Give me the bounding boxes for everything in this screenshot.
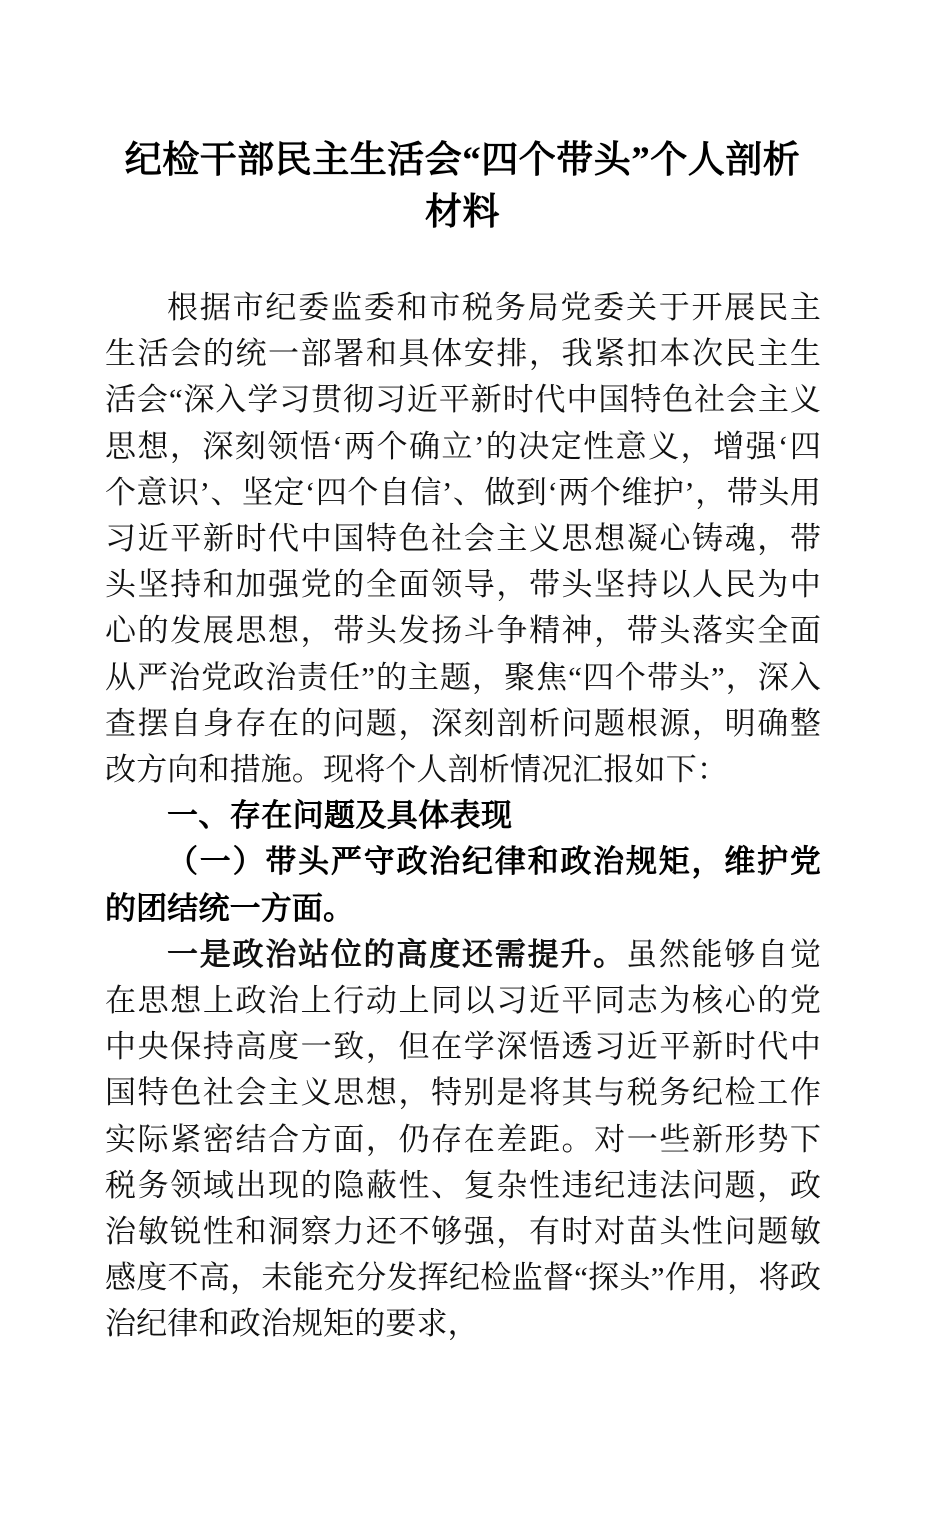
point-one-lead: 一是政治站位的高度还需提升。 [167, 936, 626, 972]
intro-paragraph: 根据市纪委监委和市税务局党委关于开展民主生活会的统一部署和具体安排，我紧扣本次民主生活会“深入学习贯彻习近平新时代中国特色社会主义思想，深刻领悟‘两个确立’的决定性意义，增强‘四个意识’、坚定‘四个自信’、做到‘两个维护’，带头用习近平新时代中国特色社会主义思想凝心铸魂，带头坚持和加强党的全面领导，带头坚持以人民为中心的发展思想，带头发扬斗争精神，带头落实全面从严治党政治责任”的主题，聚焦“四个带头”，深入查摆自身存在的问题，深刻剖析问题根源，明确整改方向和措施。现将个人剖析情况汇报如下： [105, 290, 821, 788]
document-body [105, 285, 821, 1528]
point-one-paragraph [105, 932, 821, 1348]
section-heading-existing-problems: 一、存在问题及具体表现 [167, 798, 513, 834]
point-one-body: 虽然能够自觉在思想上政治上行动上同以习近平同志为核心的党中央保持高度一致，但在学深悟透习近平新时代中国特色社会主义思想，特别是将其与税务纪检工作实际紧密结合方面，仍存在差距。对一些新形势下税务领域出现的隐蔽性、复杂性违纪违法问题，政治敏锐性和洞察力还不够强，有时对苗头性问题敏感度不高，未能充分发挥纪检监督“探头”作用，将政治纪律和政治规矩的要求， [105, 936, 821, 1342]
page-trailing-whitespace [105, 1348, 821, 1528]
page-title: 纪检干部民主生活会“四个带头”个人剖析材料 [124, 140, 801, 233]
subsection-heading-political-discipline: （一）带头严守政治纪律和政治规矩，维护党的团结统一方面。 [105, 844, 821, 926]
